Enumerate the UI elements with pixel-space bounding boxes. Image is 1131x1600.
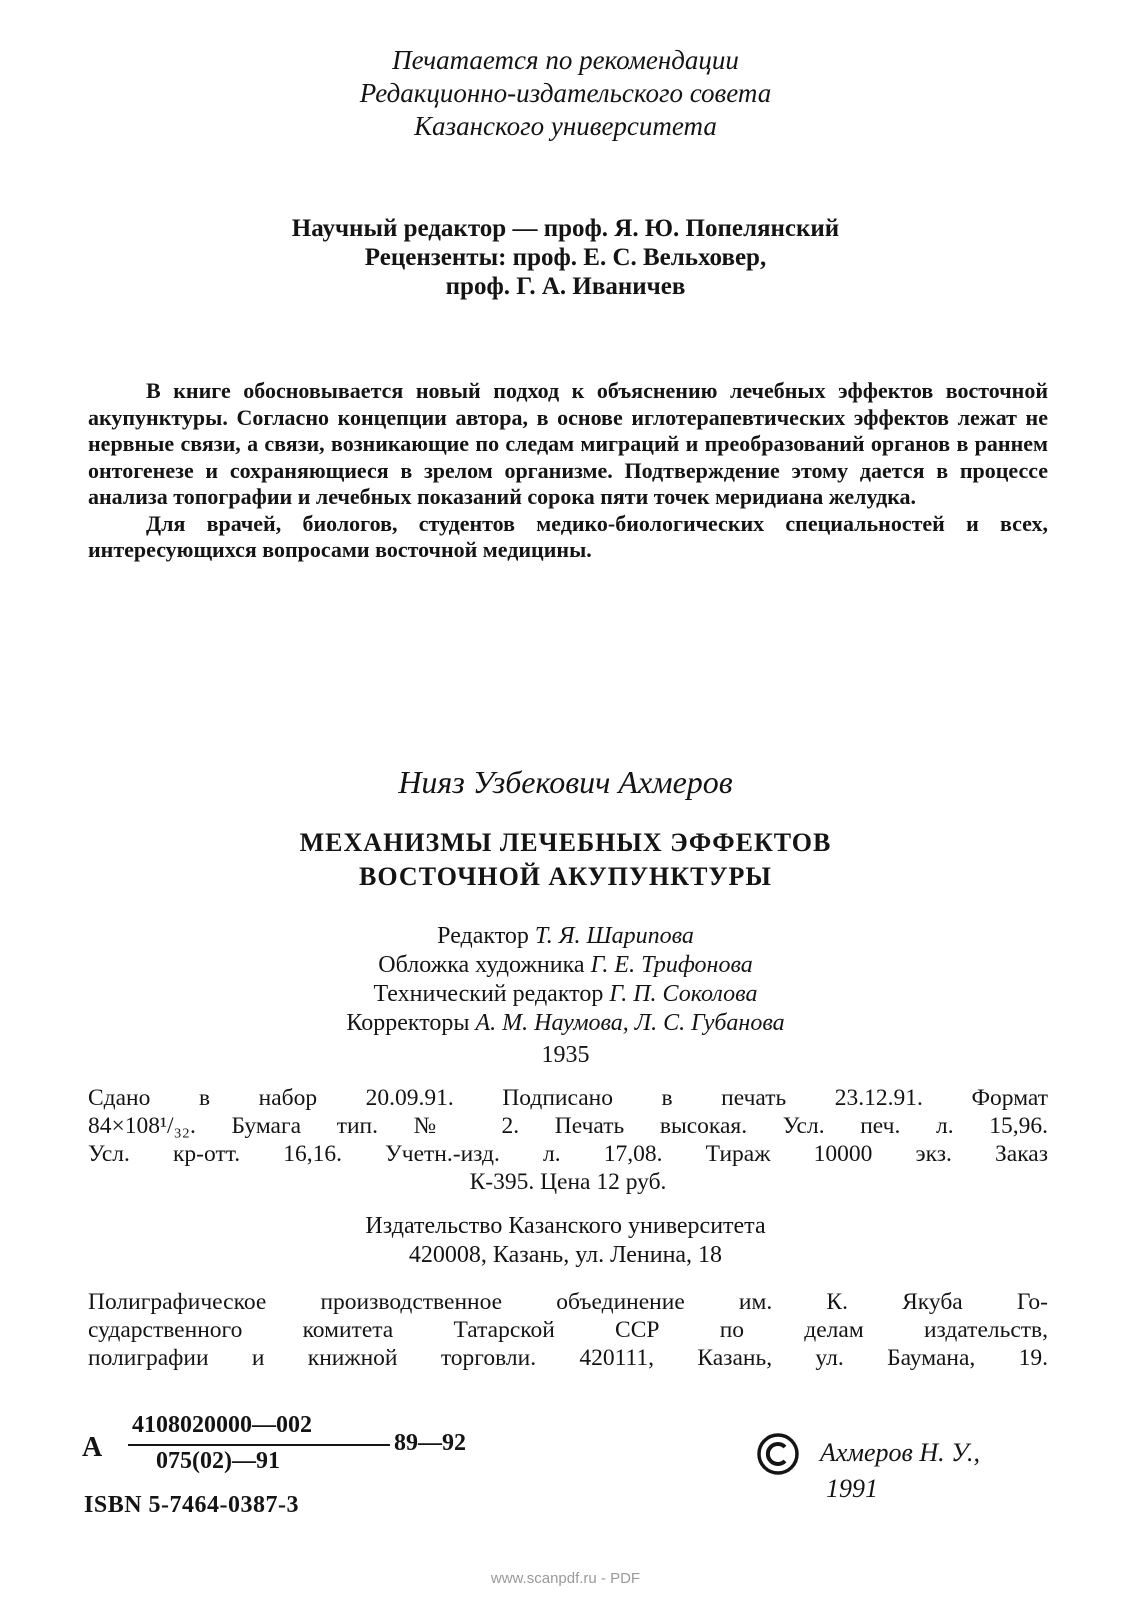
staff-role: Обложка художника: [378, 952, 585, 978]
title-line: ВОСТОЧНОЙ АКУПУНКТУРЫ: [359, 862, 772, 891]
tech-line: К-395. Цена 12 руб.: [469, 1169, 667, 1195]
tech-line: Усл. кр-отт. 16,16. Учетн.-изд. л. 17,08. Тираж 10000 экз. Заказ: [88, 1141, 1048, 1167]
copyright-icon: [756, 1432, 800, 1476]
staff-role: Корректоры: [346, 1010, 470, 1036]
staff-name: А. М. Наумова, Л. С. Губанова: [475, 1010, 785, 1036]
editors-block: [0, 214, 1131, 301]
fraction-bar: [128, 1444, 390, 1446]
title-line: МЕХАНИЗМЫ ЛЕЧЕБНЫХ ЭФФЕКТОВ: [299, 828, 832, 857]
book-title: [0, 826, 1131, 894]
staff-name: Т. Я. Шарипова: [534, 923, 694, 949]
staff-role: Технический редактор: [373, 981, 604, 1007]
watermark: www.scanpdf.ru - PDF: [490, 1570, 641, 1587]
isbn: ISBN 5-7464-0387-3: [84, 1492, 300, 1518]
staff-line-cover-artist: [0, 951, 1131, 980]
printer-line: полиграфии и книжной торговли. 420111, Казань, ул. Баумана, 19.: [88, 1345, 1048, 1371]
staff-name: Г. П. Соколова: [609, 981, 758, 1007]
abstract: [88, 378, 1048, 564]
reviewers: Рецензенты: проф. Е. С. Вельховер,: [364, 244, 767, 271]
audience-paragraph: Для врачей, биологов, студентов медико-биологических специальностей и всех, интересующихся вопросами восточной медицины.: [88, 510, 1048, 562]
recommendation-line: Казанского университета: [414, 111, 717, 141]
staff-line-tech-editor: [0, 980, 1131, 1009]
index-numerator: 4108020000—002: [132, 1412, 312, 1438]
copyright-year: 1991: [826, 1474, 878, 1503]
printer-line: сударственного комитета Татарской ССР по делам издательств,: [88, 1317, 1048, 1343]
copyright-holder: Ахмеров Н. У.,: [820, 1438, 980, 1467]
reviewers-continued: проф. Г. А. Иваничев: [445, 273, 686, 300]
recommendation-line: Печатается по рекомендации: [392, 45, 739, 75]
index-denominator: 075(02)—91: [156, 1448, 280, 1474]
recommendation-note: [0, 44, 1131, 143]
staff-role: Редактор: [437, 923, 529, 949]
publisher: [0, 1212, 1131, 1270]
publisher-address: 420008, Казань, ул. Ленина, 18: [408, 1242, 723, 1268]
staff-name: Г. Е. Трифонова: [590, 952, 753, 978]
technical-details: [88, 1084, 1048, 1196]
recommendation-line: Редакционно-издательского совета: [359, 78, 772, 108]
scientific-editor: Научный редактор — проф. Я. Ю. Попелянский: [291, 215, 840, 242]
publisher-name: Издательство Казанского университета: [365, 1213, 766, 1239]
printer: [88, 1288, 1048, 1372]
staff-credits: [0, 922, 1131, 1038]
tech-line: Сдано в набор 20.09.91. Подписано в печать 23.12.91. Формат: [88, 1085, 1048, 1111]
publication-code: 1935: [541, 1042, 590, 1068]
abstract-paragraph: В книге обосновывается новый подход к объяснению лечебных эффектов восточной акупунктуры. Согласно концепции автора, в основе иглотерапевтических эффектов лежат не нервные связи, а связи, возникающие по следам миграций и преобразований органов в раннем онтогенезе и сохраняющиеся в зрелом организме. Подтверждение этому дается в процессе анализа топографии и лечебных показаний сорока пяти точек меридиана желудка.: [88, 378, 1048, 509]
tech-line: 84×108¹/₃₂. Бумага тип. № 2. Печать высокая. Усл. печ. л. 15,96.: [88, 1113, 1048, 1139]
staff-line-editor: [0, 922, 1131, 951]
printer-line: Полиграфическое производственное объединение им. К. Якуба Го-: [88, 1289, 1048, 1315]
index-letter: А: [82, 1432, 103, 1463]
author-name: Нияз Узбекович Ахмеров: [398, 764, 733, 800]
staff-line-proofreaders: [0, 1009, 1131, 1038]
index-years: 89—92: [394, 1430, 466, 1456]
